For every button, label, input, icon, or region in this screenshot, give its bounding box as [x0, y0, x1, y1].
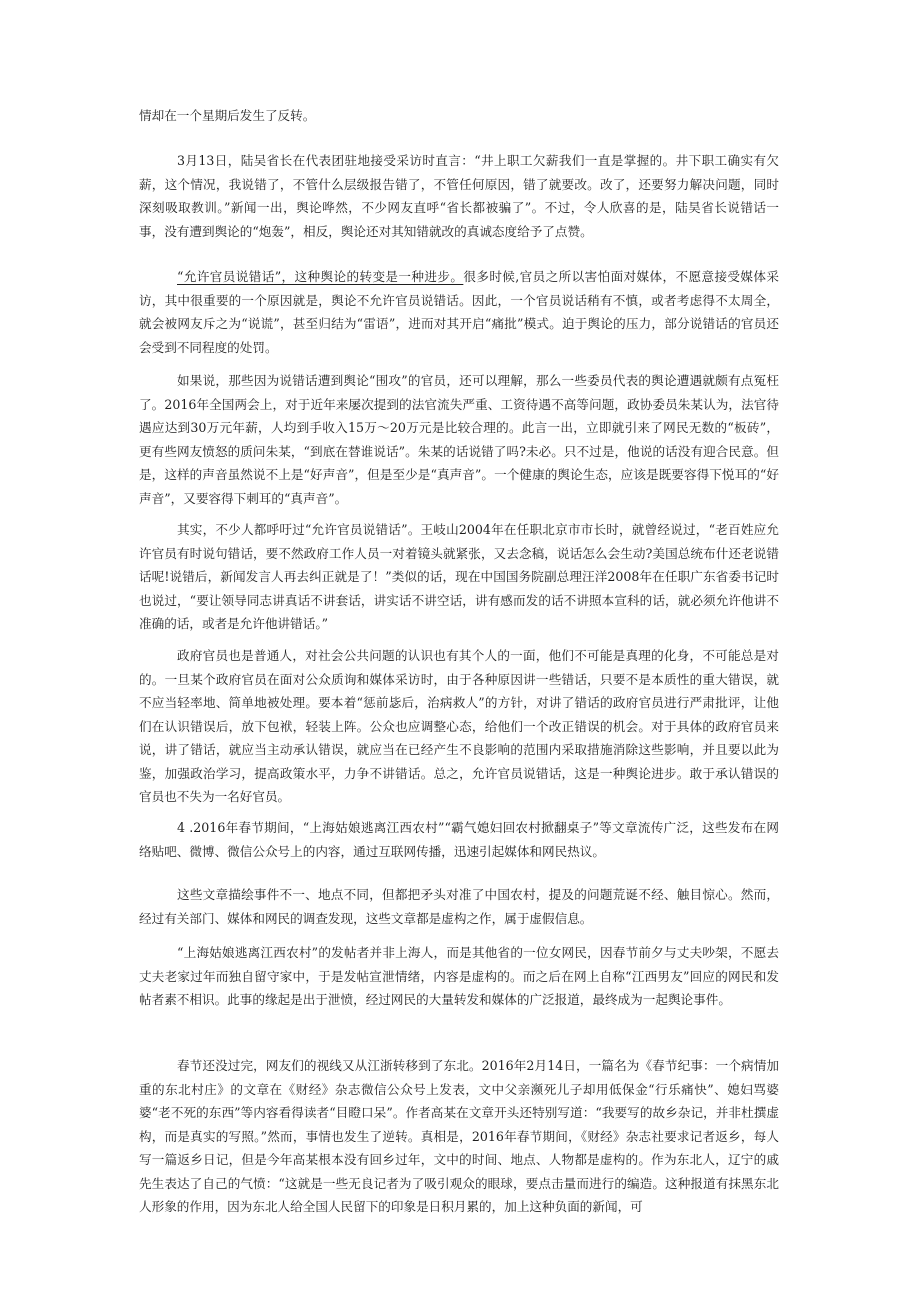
paragraph-3: [139, 265, 779, 359]
paragraph-5: 其实，不少人都呼吁过“允许官员说错话”。王岐山2004年在任职北京市市长时，就曾经说过，“老百姓应允许官员有时说句错话，要不然政府工作人员一对着镜头就紧张，又去念稿，说话怎么会生动?美国总统布什还老说错话呢!说错后，新闻发言人再去纠正就是了！”类似的话，现在中国国务院副总理汪洋2008年在任职广东省委书记时也说过，“要让领导同志讲真话不讲套话，讲实话不讲空话，讲有感而发的话不讲照本宣科的话，就必须允许他讲不准确的话，或者是允许他讲错话。”: [139, 522, 779, 631]
paragraph-6: 政府官员也是普通人，对社会公共问题的认识也有其个人的一面，他们不可能是真理的化身，不可能总是对的。一旦某个政府官员在面对公众质询和媒体采访时，由于各种原因讲一些错话，只要不是本质性的重大错误，就不应当轻率地、简单地被处理。要本着“惩前毖后，治病救人”的方针，对讲了错话的政府官员进行严肃批评，让他们在认识错误后，放下包袱，轻装上阵。公众也应调整心态，给他们一个改正错误的机会。对于具体的政府官员来说，讲了错话，就应当主动承认错误，就应当在已经产生不良影响的范围内采取措施消除这些影响，并且要以此为鉴，加强政治学习，提高政策水平，力争不讲错话。总之，允许官员说错话，这是一种舆论进步。敢于承认错误的官员也不失为一名好官员。: [139, 648, 779, 804]
paragraph-2: 3月13日，陆吴省长在代表团驻地接受采访时直言：“井上职工欠薪我们一直是掌握的。井下职工确实有欠薪，这个情况，我说错了，不管什么层级报告错了，不管任何原因，错了就要改。改了，还要努力解决问题，同时深刻吸取教训。”新闻一出，舆论哗然，不少网友直呼“省长都被骗了”。不过，令人欣喜的是，陆昊省长说错话一事，没有遭到舆论的“炮轰”，相反，舆论还对其知错就改的真诚态度给予了点赞。: [139, 153, 779, 239]
paragraph-10: 春节还没过完，网友们的视线又从江浙转移到了东北。2016年2月14日，一篇名为《春节纪事：一个病情加重的东北村庄》的文章在《财经》杂志微信公众号上发表，文中父亲濒死儿子却用低保金“行乐痛快”、媳妇骂婆婆“老不死的东西”等内容看得读者“目瞪口呆”。作者高某在文章开头还特别写道：“我要写的故乡杂记，并非杜撰虚构，而是真实的写照。”然而，事情也发生了逆转。真相是，2016年春节期间，《财经》杂志社要求记者返乡，每人写一篇返乡日记，但是今年高某根本没有回乡过年，文中的时间、地点、人物都是虚构的。作为东北人，辽宁的戚先生表达了自己的气愤：“这就是一些无良记者为了吸引观众的眼球，要点击量而进行的编造。这种报道有抹黑东北人形象的作用，因为东北人给全国人民留下的印象是日积月累的，加上这种负面的新闻，可: [139, 1058, 779, 1214]
paragraph-1: 情却在一个星期后发生了反转。: [139, 108, 316, 123]
paragraph-9: “上海姑娘逃离江西农村”的发帖者并非上海人，而是其他省的一位女网民，因春节前夕与丈夫吵架，不愿去丈夫老家过年而独自留守家中，于是发帖宣泄情绪，内容是虚构的。而之后在网上自称“江西男友”回应的网民和发帖者素不相识。此事的缘起是出于泄愤，经过网民的大量转发和媒体的广泛报道，最终成为一起舆论事件。: [139, 945, 779, 1007]
paragraph-3-body: 很多时候,官员之所以害怕面对媒体，不愿意接受媒体采访，其中很重要的一个原因就是，舆论不允许官员说错话。因此，一个官员说话稍有不慎，或者考虑得不太周全，就会被网友斥之为“说谎”，甚至归结为“雷语”，进而对其开启“痛批”模式。迫于舆论的压力，部分说错话的官员还会受到不同程度的处罚。: [139, 269, 779, 355]
underlined-phrase: “允许官员说错话”，这种舆论的转变是一种进步。: [177, 269, 464, 284]
paragraph-8: 这些文章描绘事件不一、地点不同，但都把矛头对准了中国农村，提及的问题荒诞不经、触目惊心。然而，经过有关部门、媒体和网民的调查发现，这些文章都是虚构之作，属于虚假信息。: [139, 887, 779, 926]
paragraph-4: 如果说，那些因为说错话遭到舆论“围攻”的官员，还可以理解，那么一些委员代表的舆论遭遇就颇有点冤枉了。2016年全国两会上，对于近年来屡次提到的法官流失严重、工资待遇不高等问题，政协委员朱某认为，法官待遇应达到30万元年薪，人均到手收入15万～20万元是比较合理的。此言一出，立即就引来了网民无数的“板砖”，更有些网友愤怒的质问朱某，“到底在替谁说话”。朱某的话说错了吗?未必。只不过是，他说的话没有迎合民意。但是，这样的声音虽然说不上是“好声音”，但是至少是“真声音”。一个健康的舆论生态，应该是既要容得下悦耳的“好声音”，又要容得下刺耳的“真声音”。: [139, 373, 779, 506]
paragraph-7: 4 .2016年春节期间，“上海姑娘逃离江西农村”“霸气媳妇回农村掀翻桌子”等文章流传广泛，这些发布在网络贴吧、微博、微信公众号上的内容，通过互联网传播，迅速引起媒体和网民热议。: [139, 820, 779, 859]
